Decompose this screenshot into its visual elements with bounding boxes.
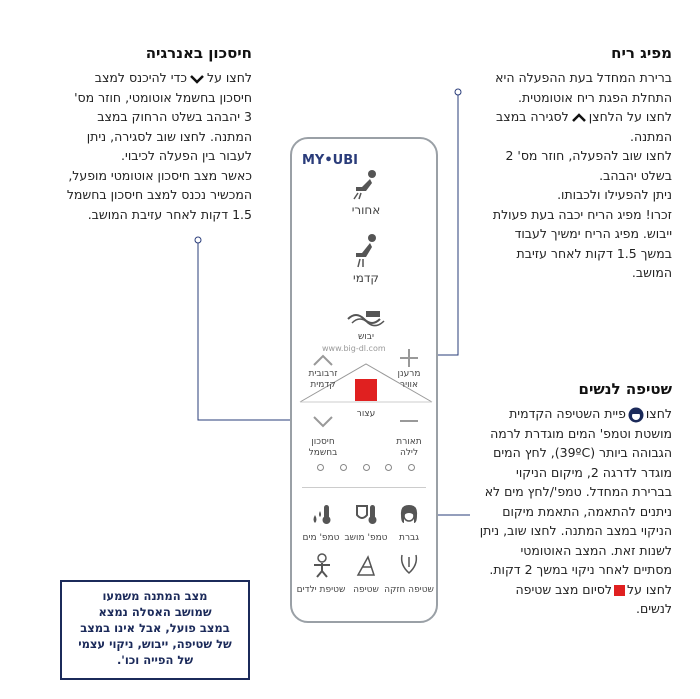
feminine-line-10: לחצו עללסיום מצב שטיפה [515, 581, 672, 597]
note-line-4: של שטיפה, ייבוש, ניקוי עצמי [78, 637, 232, 651]
deodorizer-heading: מפיג ריח [611, 44, 672, 62]
deodorizer-line-3: לחצו על הלחצןלסגירה במצב [496, 109, 672, 124]
energy-line-6: כאשר מצב חיסכון אוטומטי מופעל, [68, 167, 252, 183]
stop-button[interactable] [355, 379, 377, 401]
divider [302, 487, 426, 488]
feminine-line-1: לחצופיית השטיפה הקדמית [509, 406, 672, 421]
watermark-text: www.big-dl.com [322, 344, 386, 353]
brand-logo: MY•UBI [302, 153, 358, 168]
deodorizer-line-4: המתנה. [629, 128, 672, 144]
seat-temp-label: טמפ' מושב [344, 533, 388, 543]
remote-control [290, 137, 438, 623]
deodorizer-line-8: זכרו! מפיג הריח יכבה בעת פעולת [492, 206, 672, 222]
feminine-line-5: בברירת המחדל. טמפ'/לחץ מים לא [484, 484, 672, 499]
note-line-1: מצב המתנה משמעו [102, 589, 208, 603]
deodorizer-line-9: ייבוש. מפיג הריח ימשיך לעבוד [514, 226, 672, 241]
standby-note-box [60, 580, 250, 680]
deodorizer-line-2: התחלת הפגת ריח אוטומטית. [518, 89, 672, 105]
energy-heading: חיסכון באנרגיה [145, 44, 252, 62]
chevron-up-icon [571, 113, 587, 123]
level-dot [340, 464, 347, 471]
feminine-line-3: הגבוהה ביותר (39ºC), לחץ המים [493, 445, 672, 460]
energy-body [32, 68, 252, 224]
deodorizer-section [442, 44, 672, 283]
feminine-body [442, 404, 672, 619]
stop-label: עצור [356, 409, 376, 419]
lady-icon[interactable] [398, 503, 420, 525]
minus-icon[interactable] [398, 417, 420, 425]
front-wash-label: קדמי [353, 271, 379, 285]
dry-icon[interactable] [346, 307, 386, 329]
rear-wash-icon[interactable] [350, 169, 384, 201]
feminine-line-9: מסתיים לאחר ניקוי במשך 2 דקות. [489, 562, 672, 577]
energy-line-8: 1.5 דקות לאחר עזיבת המושב. [87, 206, 252, 222]
energy-line-5: לעבור בין הפעלה לכיבוי. [121, 148, 252, 163]
level-dot [385, 464, 392, 471]
level-dot [408, 464, 415, 471]
chevron-down-icon[interactable] [312, 415, 334, 429]
energy-line-1: לחצו עלכדי להיכנס למצב [94, 70, 252, 85]
lady-face-icon [628, 407, 644, 423]
feminine-section [442, 380, 672, 619]
level-dot [363, 464, 370, 471]
level-dot [317, 464, 324, 471]
wash-icon[interactable] [354, 553, 378, 579]
note-line-5: של הפייה וכו'. [116, 653, 194, 667]
lady-label: גברת [399, 533, 419, 543]
fan-label: מרענן אוויר [397, 369, 421, 390]
note-line-2: שמושב האסלה נמצא [98, 605, 212, 619]
deodorizer-line-7: ניתן להפעילו ולכבותו. [557, 187, 672, 202]
plus-icon[interactable] [398, 347, 420, 369]
chevron-up-icon[interactable] [312, 353, 334, 367]
water-temp-label: טמפ' מים [302, 533, 340, 543]
chevron-down-icon [189, 74, 205, 84]
energy-line-3: 3 יהבהב בשלט הרחוק במצב [97, 109, 252, 124]
kids-wash-icon[interactable] [310, 553, 334, 579]
feminine-line-8: לשנות זאת. המצב האוטומטי [520, 542, 672, 558]
energy-line-2: חיסכון בחשמל אוטומטי, חוזר מס' [74, 89, 252, 105]
kids-wash-label: שטיפת ילדים [296, 585, 346, 595]
deodorizer-line-11: המושב. [631, 265, 672, 280]
nozzle-label: זרבובית קדמית [308, 369, 338, 390]
note-line-3: במצב פועל, אבל אינו במצב [80, 621, 230, 635]
feminine-line-6: ניתנים להתאמה, התאמת מיקום [502, 503, 672, 519]
wash-label: שטיפה [353, 585, 379, 595]
night-light-label: תאורת לילה [396, 437, 422, 458]
stop-square-icon [614, 585, 625, 596]
feminine-line-4: מוגדר לדרגה 2, מיקום הניקוי [516, 464, 672, 480]
feminine-line-7: הניקוי במצב המתנה. לחצו שוב, ניתן [479, 523, 672, 538]
strong-wash-icon[interactable] [398, 553, 420, 579]
seat-temp-icon[interactable] [354, 503, 378, 525]
front-wash-icon[interactable] [350, 233, 384, 269]
feminine-line-2: מושטת וטמפ' המים מוגדרת לרמה [490, 425, 672, 441]
feminine-heading: שטיפה לנשים [578, 380, 672, 398]
energy-label: חיסכון בחשמל [308, 437, 338, 458]
energy-line-7: המכשיר נכנס למצב חיסכון בחשמל [66, 187, 252, 202]
deodorizer-body [442, 68, 672, 283]
deodorizer-line-5: לחצו שוב להפעלה, חוזר מס' 2 [505, 148, 672, 163]
deodorizer-line-6: בשלט יהבהב. [599, 167, 672, 183]
level-indicator [317, 464, 415, 471]
energy-section [32, 44, 252, 224]
rear-wash-label: אחורי [351, 203, 381, 217]
dry-label: יבוש [357, 332, 375, 342]
strong-wash-label: שטיפה חזקה [384, 585, 434, 595]
feminine-line-11: לנשים. [635, 601, 672, 616]
energy-line-4: המתנה. לחצו שוב לסגירה, ניתן [86, 128, 252, 144]
deodorizer-line-10: במשך 1.5 דקות לאחר עזיבת [516, 245, 672, 261]
water-temp-icon[interactable] [310, 503, 334, 525]
deodorizer-line-1: ברירת המחדל בעת ההפעלה היא [495, 70, 672, 85]
